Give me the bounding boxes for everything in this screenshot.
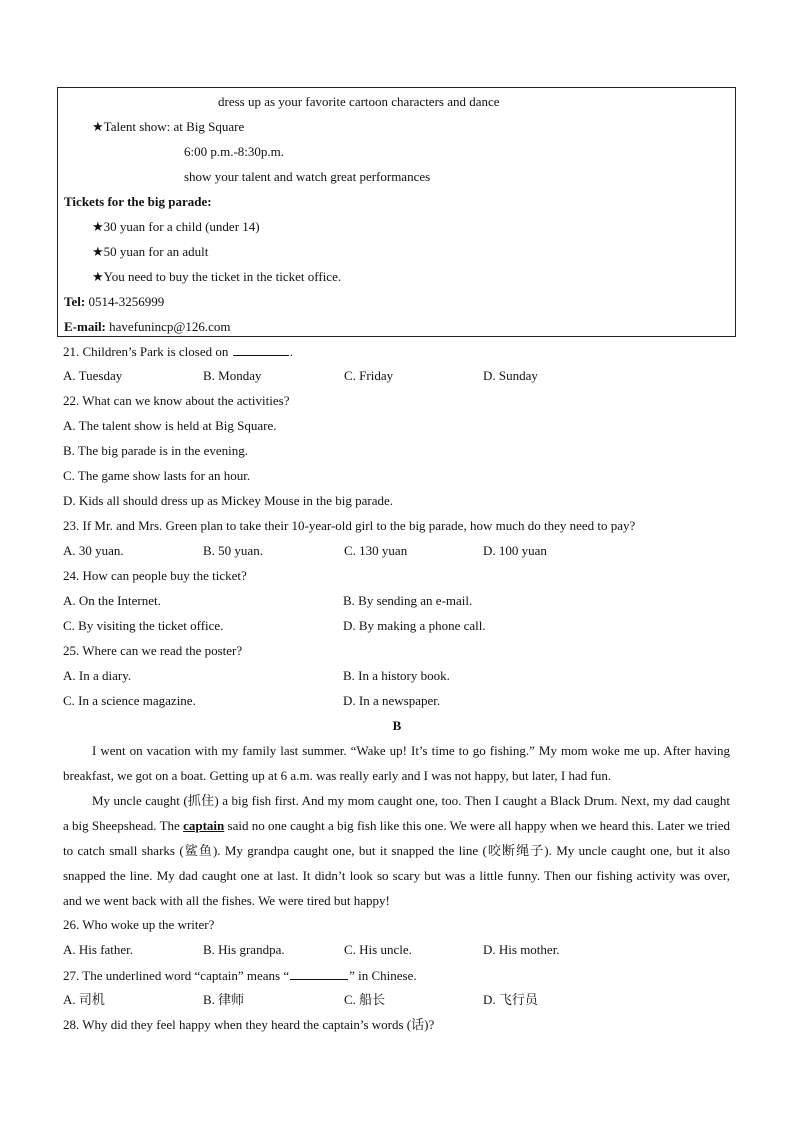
passage-paragraph-2 [63, 788, 730, 913]
tel-value: 0514-3256999 [85, 294, 165, 309]
option-25-d: D. In a newspaper. [343, 693, 441, 708]
option-22-c: C. The game show lasts for an hour. [63, 468, 251, 483]
option-23-a: A. 30 yuan. [63, 543, 124, 558]
option-24-b: B. By sending an e-mail. [343, 593, 473, 608]
option-25-a: A. In a diary. [63, 668, 132, 683]
option-27-a: A. 司机 [63, 992, 105, 1007]
section-b-heading: B [392, 718, 402, 733]
poster-parade-desc: dress up as your favorite cartoon characters and dance [218, 94, 500, 109]
option-23-d: D. 100 yuan [483, 543, 547, 558]
poster-ticket-office: ★You need to buy the ticket in the ticket office. [92, 269, 342, 284]
answer-blank [233, 343, 289, 356]
email-label: E-mail: [64, 319, 106, 334]
option-21-b: B. Monday [203, 368, 262, 383]
question-25-stem: 25. Where can we read the poster? [63, 643, 243, 658]
poster-tel [64, 294, 164, 310]
question-23-stem: 23. If Mr. and Mrs. Green plan to take their 10-year-old girl to the big parade, how much do they need to pay? [63, 518, 636, 533]
passage-paragraph-1: I went on vacation with my family last summer. “Wake up! It’s time to go fishing.” My mom woke me up. After having breakfast, we got on a boat. Getting up at 6 a.m. was really early and I was not happy, but later, I had fun. [63, 743, 730, 783]
poster-ticket-child: ★30 yuan for a child (under 14) [92, 219, 260, 234]
question-22-stem: 22. What can we know about the activities? [63, 393, 290, 408]
question-28-stem: 28. Why did they feel happy when they heard the captain’s words (话)? [63, 1017, 435, 1032]
option-26-b: B. His grandpa. [203, 942, 285, 957]
poster-talent-desc: show your talent and watch great performances [184, 169, 431, 184]
option-23-b: B. 50 yuan. [203, 543, 263, 558]
question-24-stem: 24. How can people buy the ticket? [63, 568, 247, 583]
poster-tickets-heading: Tickets for the big parade: [64, 194, 212, 209]
question-27-stem: 27. The underlined word “captain” means “ [63, 968, 290, 983]
option-25-c: C. In a science magazine. [63, 693, 196, 708]
answer-blank [290, 967, 348, 980]
poster-box [57, 87, 736, 337]
poster-email [64, 319, 231, 335]
poster-talent-title: ★Talent show: at Big Square [92, 119, 245, 134]
tel-label: Tel: [64, 294, 86, 309]
passage-text: My uncle caught (抓住) a big fish first. And my mom caught one, too. Then I caught a Black Drum. Next, my dad caught a big Sheepshead. The [63, 793, 730, 833]
option-22-d: D. Kids all should dress up as Mickey Mouse in the big parade. [63, 493, 394, 508]
question-27 [63, 967, 417, 984]
underlined-word-captain: captain [183, 818, 225, 833]
passage-text: said no one caught a big fish like this one. We were all happy when we heard this. Later we tried to catch small sharks (鲨鱼). My grandpa caught one, but it snapped the line (咬断绳子). My uncle caught one, but it also snapped the line. My dad caught one at last. It didn’t look so scary but was a little funny. Then our fishing activity was over, and we went back with all the fishes. We were tired but happy! [63, 818, 731, 908]
option-21-a: A. Tuesday [63, 368, 123, 383]
question-21-stem-end: . [289, 344, 293, 359]
poster-ticket-adult: ★50 yuan for an adult [92, 244, 209, 259]
question-26-stem: 26. Who woke up the writer? [63, 917, 215, 932]
question-27-stem-end: ” in Chinese. [349, 968, 417, 983]
option-21-d: D. Sunday [483, 368, 538, 383]
option-25-b: B. In a history book. [343, 668, 450, 683]
option-24-a: A. On the Internet. [63, 593, 161, 608]
option-24-d: D. By making a phone call. [343, 618, 486, 633]
question-21-stem: 21. Children’s Park is closed on [63, 344, 232, 359]
option-22-b: B. The big parade is in the evening. [63, 443, 248, 458]
option-26-d: D. His mother. [483, 942, 560, 957]
question-21 [63, 343, 293, 360]
poster-talent-time: 6:00 p.m.-8:30p.m. [184, 144, 285, 159]
option-21-c: C. Friday [344, 368, 394, 383]
option-27-d: D. 飞行员 [483, 992, 538, 1007]
option-24-c: C. By visiting the ticket office. [63, 618, 224, 633]
email-value: havefunincp@126.com [105, 319, 231, 334]
option-23-c: C. 130 yuan [344, 543, 408, 558]
option-26-c: C. His uncle. [344, 942, 412, 957]
option-27-b: B. 律师 [203, 992, 245, 1007]
option-27-c: C. 船长 [344, 992, 386, 1007]
option-22-a: A. The talent show is held at Big Square. [63, 418, 277, 433]
option-26-a: A. His father. [63, 942, 134, 957]
